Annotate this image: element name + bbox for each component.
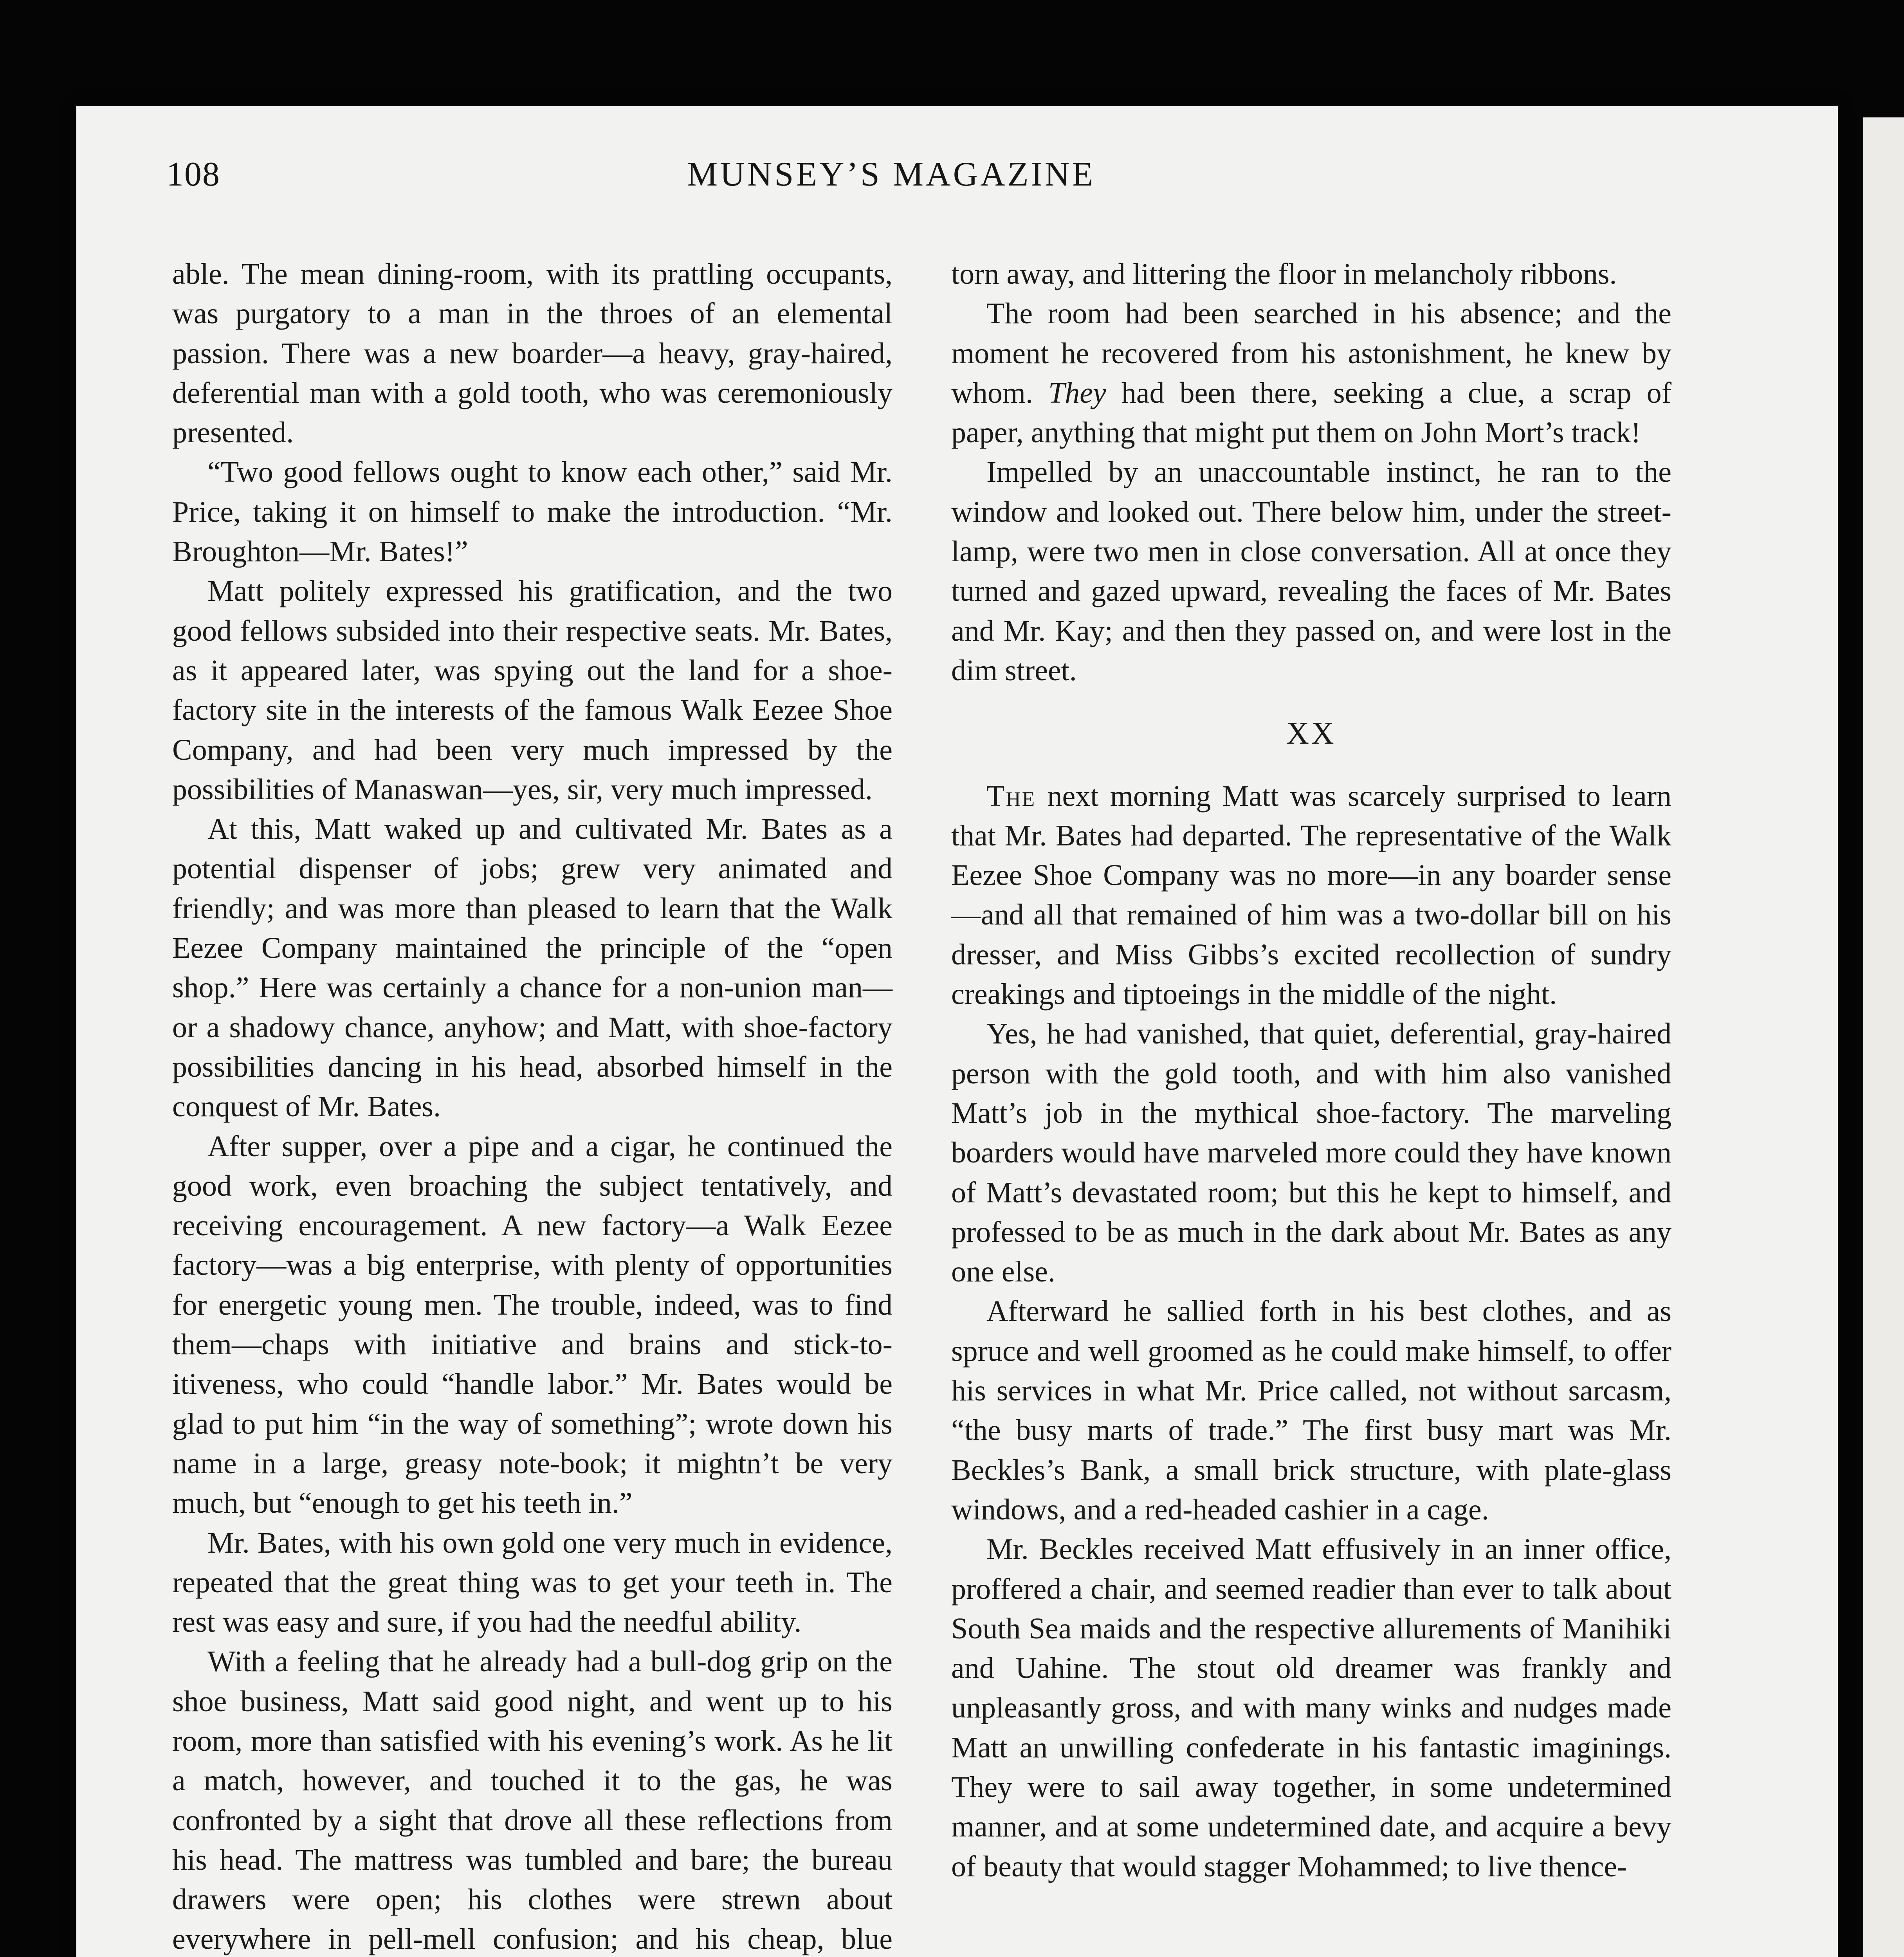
paragraph: Mr. Beckles received Matt effusively in an inner office, proffered a chair, and seemed readier than ever to talk about South Sea maids and the respective allurements of Manihiki and Uahine. The stout old dreamer was frankly and unpleasantly gross, and with many winks and nudges made Matt an unwilling confederate in his fantastic imaginings. They were to sail away together, in some undetermined manner, and at some undetermined date, and acquire a bevy of beauty that would stagger Mohammed; to live thence-	[951, 1533, 1671, 1883]
adjacent-page-edge	[1863, 117, 1904, 1957]
paragraph: Mr. Bates, with his own gold one very much in evidence, repeated that the great thing was to get your teeth in. The rest was easy and sure, if you had the needful ability.	[172, 1526, 892, 1639]
paragraph: At this, Matt waked up and cultivated Mr. Bates as a potential dispenser of jobs; grew very animated and friendly; and was more than pleased to learn that the Walk Eezee Company maintained the principle of the “open shop.” Here was certainly a chance for a non-union man—or a shadowy chance, anyhow; and Matt, with shoe-factory possibilities dancing in his head, absorbed himself in the conquest of Mr. Bates.	[172, 813, 892, 1123]
paragraph: After supper, over a pipe and a cigar, he continued the good work, even broaching the subject tentatively, and receiving encouragement. A new factory—a Walk Eezee factory—was a big enterprise, with plenty of opportunities for energetic young men. The trouble, indeed, was to find them—chaps with initiative and brains and stick-to-itiveness, who could “handle labor.” Mr. Bates would be glad to put him “in the way of something”; wrote down his name in a large, greasy note-book; it mightn’t be very much, but “enough to get his teeth in.”	[172, 1130, 892, 1520]
right-column	[951, 254, 1671, 1887]
paragraph: torn away, and littering the floor in melancholy ribbons.	[951, 258, 1617, 290]
chapter-lead-word: The	[986, 779, 1036, 813]
paragraph-text: next morning Matt was scarcely surprised to learn that Mr. Bates had departed. The representative of the Walk Eezee Shoe Company was no more—in any boarder sense—and all that remained of him was a two-dollar bill on his dresser, and Miss Gibbs’s excited recollection of sundry creakings and tiptoeings in the middle of the night.	[951, 779, 1671, 1011]
emphasized-word: They	[1048, 376, 1106, 409]
paragraph: “Two good fellows ought to know each other,” said Mr. Price, taking it on himself to make the introduction. “Mr. Broughton—Mr. Bates!”	[172, 456, 892, 568]
paragraph: Matt politely expressed his gratification, and the two good fellows subsided into their respective seats. Mr. Bates, as it appeared later, was spying out the land for a shoe-factory site in the interests of the famous Walk Eezee Shoe Company, and had been very much impressed by the possibilities of Manaswan—yes, sir, very much impressed.	[172, 575, 892, 806]
paragraph: able. The mean dining-room, with its prattling occupants, was purgatory to a man in the throes of an elemental passion. There was a new boarder—a heavy, gray-haired, deferential man with a gold tooth, who was ceremoniously presented.	[172, 258, 892, 449]
paragraph: Afterward he sallied forth in his best clothes, and as spruce and well groomed as he could make himself, to offer his services in what Mr. Price called, not without sarcasm, “the busy marts of trade.” The first busy mart was Mr. Beckles’s Bank, a small brick structure, with plate-glass windows, and a red-headed cashier in a cage.	[951, 1295, 1671, 1526]
paragraph-text: The room had been searched in his absence; and the moment he recovered from his astonishment, he knew by whom.	[951, 297, 1671, 409]
paragraph	[951, 294, 1671, 452]
paragraph: With a feeling that he already had a bull-dog grip on the shoe business, Matt said good night, and went up to his room, more than satisfied with his evening’s work. As he lit a match, however, and touched it to the gas, he was confronted by a sight that drove all these reflections from his head. The mattress was tumbled and bare; the bureau drawers were open; his clothes were strewn about everywhere in pell-mell confusion; and his cheap, blue	[172, 1645, 892, 1956]
page-number: 108	[166, 155, 220, 193]
magazine-title: MUNSEY’S MAGAZINE	[687, 155, 1096, 193]
chapter-heading: XX	[1286, 716, 1336, 751]
paragraph	[951, 777, 1671, 1015]
left-column	[172, 254, 892, 1957]
paragraph: Impelled by an unaccountable instinct, he ran to the window and looked out. There below him, under the street-lamp, were two men in close conversation. All at once they turned and gazed upward, revealing the faces of Mr. Bates and Mr. Kay; and then they passed on, and were lost in the dim street.	[951, 456, 1671, 687]
paragraph: Yes, he had vanished, that quiet, deferential, gray-haired person with the gold tooth, and with him also vanished Matt’s job in the mythical shoe-factory. The marveling boarders would have marveled more could they have known of Matt’s devastated room; but this he kept to himself, and professed to be as much in the dark about Mr. Bates as any one else.	[951, 1017, 1671, 1288]
running-head	[166, 155, 1677, 209]
paragraph-text: had been there, seeking a clue, a scrap of paper, anything that might put them on John Mort’s track!	[951, 376, 1671, 449]
